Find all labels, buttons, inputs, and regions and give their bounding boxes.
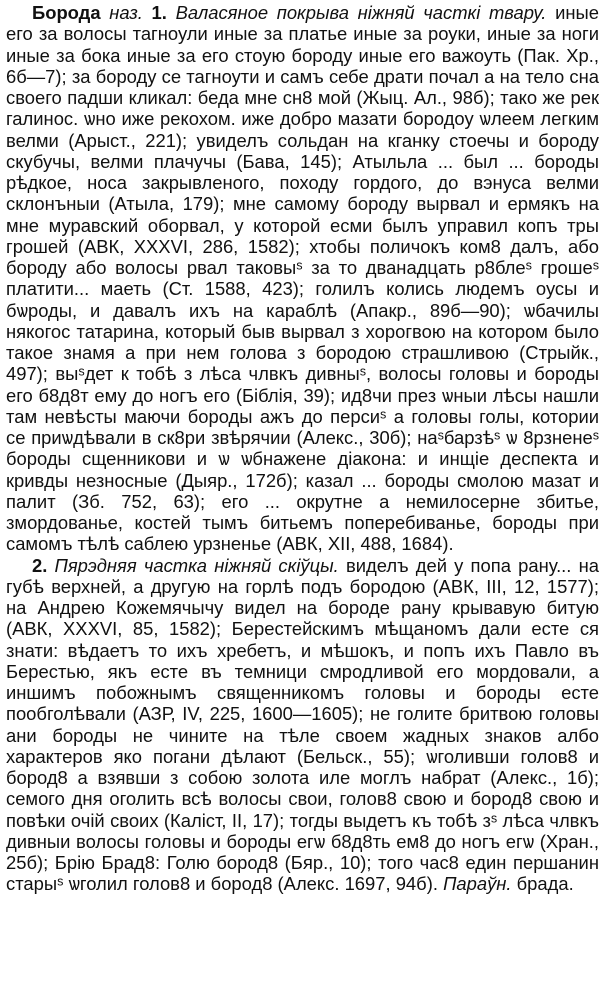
- entry-sense-2: [6, 555, 599, 895]
- sense-text-1: иные его за волосы тагноули иные за платье иные за роуки, иные за ноги иные за бока иные за его стоую бороду иные его важоуть (Пак. Хр., 6б—7); за бороду се тагноути и самъ себе драти почал а на тело сна своего падши кликал: беда мне сн8 мой (Жыц. Ал., 98б); тако же рек галинос. ѡно иже рекохом. иже добро мазати бородоу ѡлеем легким велми (Арыст., 221); увиделъ сольдан на кганку стоечы и бороду скубучы, велми плачучы (Бава, 145); Атыльла ... был ... бороды рѣдкое, носа закрывленого, походу гордого, до вэнуса велми склонъныи (Атыла, 179); мне самому бороду вырвал и ермякъ на мне муравский оборвал, у которой есми былъ управил копъ тры грошей (АВК, XXXVI, 286, 1582); хтобы поличокъ ком8 далъ, або бороду або волосы рвал таковыˢ за то дванадцать р8блеˢ грошеˢ платити... маеть (Ст. 1588, 423); голилъ колись людемъ оусы и бѡроды, и давалъ ихъ на караблѣ (Апакр., 89б—90); ѡбачилы някогос татарина, который быв вырвал з хорогвою на котором было такое знамя а при нем голова з бородою страшливою (Стрыйк., 497); выˢдет к тобѣ з лѣса члвкъ дивныˢ, волосы головы и бороды его б8д8т ему до ногъ его (Біблія, 39); ид8чи през ѡныи лѣсы нашли там невѣсты маючи бороды ажъ до персиˢ а головы голы, котории се приѡдѣвали в ск8ри звѣрячии (Алекс., 30б); наˢбарзѣˢ ѡ 8рзненеˢ бороды сщенникови и ѡ ѡбнажене діакона: и инщіе деспекта и кривды незносные (Дыяр., 172б); казал ... бороды смолою мазат и палит (Зб. 752, 63); его ... окрутне а немилосерне збитье, змордованье, костей тымъ битьемъ поперебиванье, бороды при самомъ тѣлѣ саблею урзненье (АВК, XII, 488, 1684).: [6, 2, 599, 555]
- compare-label: Параўн.: [443, 873, 512, 895]
- sense-number-2: 2.: [32, 554, 48, 576]
- sense-number-1: 1.: [151, 2, 167, 23]
- sense-text-2: виделъ дей у попа рану... на губѣ верхней, а другую на горлѣ подъ бородою (АВК, III, 12, 1577); на Андрею Кожемячычу видел на бороде рану крывавую битую (АВК, XXXVI, 85, 1582); Берестейскимъ мѣщаномъ дали есте ся знати: вѣдаетъ то ихъ хребетъ, и мѣшокъ, и попъ ихъ Павло въ Берестью, якъ есте въ темници смродливой его мордовали, а иншимъ побожнымъ священникомъ головы и бороды есте пообголѣвали (АЗР, IV, 225, 1600—1605); не голите бритвою головы ани бороды не чините на тѣле своем жадных знаков албо характеров яко погани дѣлают (Бельск., 55); ѡголивши голов8 и бород8 а взявши з собою золота иле моглъ набрат (Алекс., 1б); семого дня оголить всѣ волосы свои, голов8 свою и бород8 свою и повѣки очій своих (Каліст, II, 17); тогды выдетъ къ тобѣ зˢ лѣса члвкъ дивныи волосы головы и бороды егѡ б8д8ть ем8 до ногъ егѡ (Хран., 25б); Брію Брад8: Голю бород8 (Бяр., 10); того час8 един першанин старыˢ ѡголил голов8 и бород8 (Алекс. 1697, 94б).: [6, 554, 599, 895]
- sense-definition-1: Валасяное покрыва ніжняй часткі твару.: [175, 2, 547, 23]
- headword: Борода: [32, 2, 101, 23]
- compare-word: брада.: [516, 873, 574, 895]
- sense-definition-2: Пярэдняя частка ніжняй скіўцы.: [54, 554, 339, 576]
- grammar-label: наз.: [109, 2, 143, 23]
- entry-sense-1: [6, 2, 599, 555]
